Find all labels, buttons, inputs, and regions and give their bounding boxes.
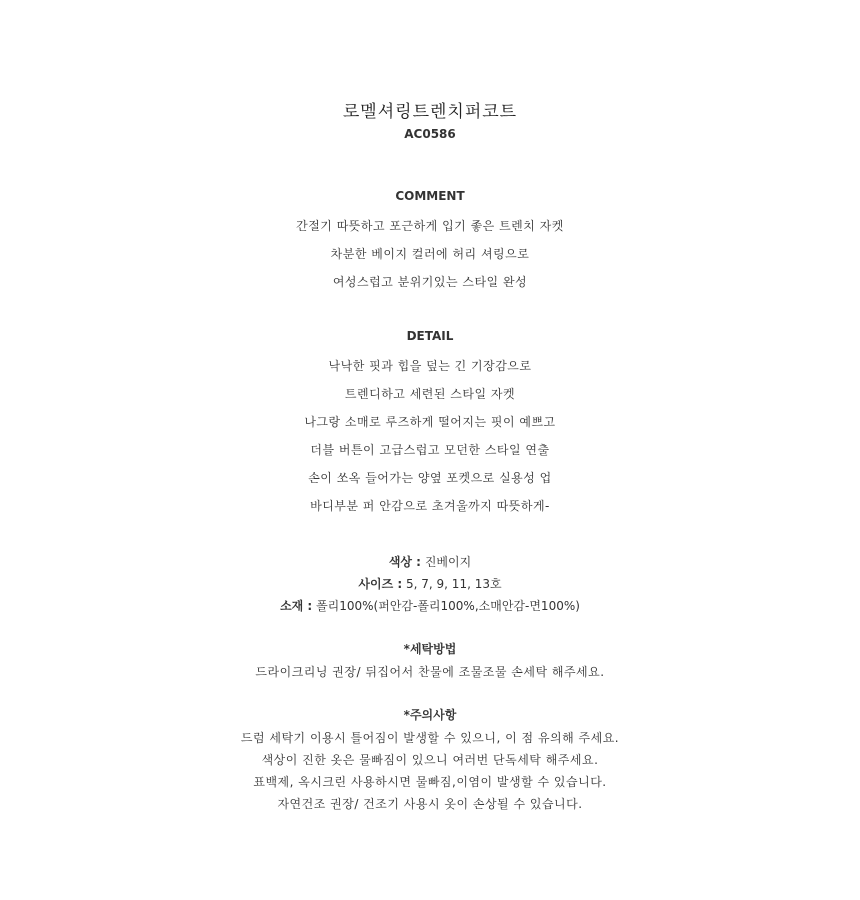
detail-line: 더블 버튼이 고급스럽고 모던한 스타일 연출 xyxy=(310,443,550,457)
washing-text: 드라이크리닝 권장/ 뒤집어서 찬물에 조물조물 손세탁 해주세요. xyxy=(255,665,605,679)
detail-line: 손이 쏘옥 들어가는 양옆 포켓으로 실용성 업 xyxy=(308,471,552,485)
comment-line: 여성스럽고 분위기있는 스타일 완성 xyxy=(332,275,528,289)
caution-heading: *주의사항 xyxy=(403,708,457,722)
spec-color-label: 색상 : xyxy=(388,555,421,569)
spec-color-value: 진베이지 xyxy=(424,555,472,569)
detail-line: 트렌디하고 세련된 스타일 자켓 xyxy=(344,387,516,401)
product-code: AC0586 xyxy=(404,127,456,141)
spec-size-value: 5, 7, 9, 11, 13호 xyxy=(406,577,502,591)
spec-material-value: 폴리100%(퍼안감-폴리100%,소매안감-면100%) xyxy=(316,599,580,613)
product-name: 로멜셔링트렌치퍼코트 xyxy=(342,102,518,122)
detail-line: 낙낙한 핏과 힙을 덮는 긴 기장감으로 xyxy=(328,359,532,373)
caution-line: 표백제, 옥시크린 사용하시면 물빠짐,이염이 발생할 수 있습니다. xyxy=(253,775,607,789)
caution-line: 자연건조 권장/ 건조기 사용시 옷이 손상될 수 있습니다. xyxy=(277,797,583,811)
spec-size-label: 사이즈 : xyxy=(358,577,403,591)
detail-line: 바디부분 퍼 안감으로 초겨울까지 따뜻하게- xyxy=(310,499,550,513)
caution-line: 드럼 세탁기 이용시 틀어짐이 발생할 수 있으니, 이 점 유의해 주세요. xyxy=(240,731,620,745)
spec-material-label: 소재 : xyxy=(280,599,313,613)
spec-material xyxy=(0,597,860,614)
caution-line: 색상이 진한 옷은 물빠짐이 있으니 여러번 단독세탁 해주세요. xyxy=(261,753,599,767)
washing-heading: *세탁방법 xyxy=(403,642,457,656)
comment-heading: COMMENT xyxy=(395,189,465,203)
detail-line: 나그랑 소매로 루즈하게 떨어지는 핏이 예쁘고 xyxy=(304,415,556,429)
spec-color xyxy=(0,553,860,570)
comment-line: 차분한 베이지 컬러에 허리 셔링으로 xyxy=(330,247,530,261)
comment-line: 간절기 따뜻하고 포근하게 입기 좋은 트렌치 자켓 xyxy=(296,219,564,233)
spec-size xyxy=(0,575,860,592)
detail-heading: DETAIL xyxy=(406,329,454,343)
